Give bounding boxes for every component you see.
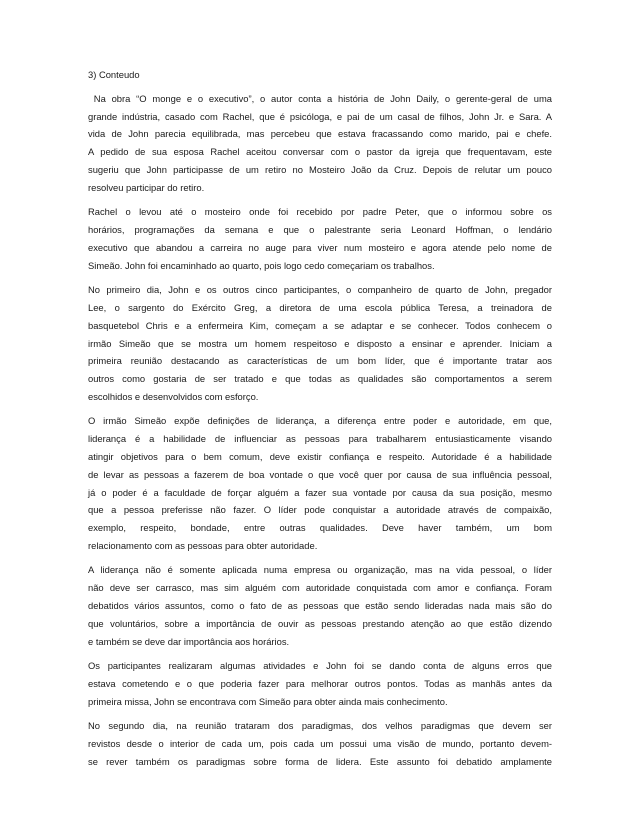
text-line: basquetebol Chris e a enfermeira Kim, começam a se adaptar e se conhecer. Todos conhecem o — [88, 319, 552, 331]
text-line: de levar as pessoas a fazerem de boa vontade o que você quer por causa de sua influência pessoal, — [88, 468, 552, 480]
text-line: resolveu participar do retiro. — [88, 181, 205, 193]
paragraph — [88, 717, 552, 770]
text-line: executivo que abandou a carreira no auge para viver num mosteiro e agora atende pelo nome de — [88, 241, 552, 253]
text-line: Rachel o levou até o mosteiro onde foi recebido por padre Peter, que o informou sobre os — [88, 206, 552, 218]
text-line: que a pessoa preferisse não fazer. O líder pode conquistar a autoridade através de compaixão, — [88, 504, 552, 516]
text-line: atingir objetivos para o bem comum, deve existir confiança e respeito. Autoridade é a habilidade — [88, 451, 552, 462]
document-page — [88, 66, 552, 777]
section-heading: 3) Conteudo — [88, 69, 140, 80]
paragraph — [88, 412, 552, 554]
text-line: Os participantes realizaram algumas atividades e John foi se dando conta de alguns erros que — [88, 660, 552, 672]
text-line: irmão Simeão que se mostra um homem respeitoso e disposto a ensinar e aprender. Iniciam a — [88, 337, 552, 349]
text-line: não deve ser carrasco, mas sim alguém com autoridade conquistada com amor e confiança. Foram — [88, 582, 552, 594]
paragraph — [88, 90, 552, 197]
text-line: Lee, o sargento do Exército Greg, a diretora de uma escola pública Teresa, a treinadora de — [88, 301, 552, 313]
text-line: primeira reunião destacando as características de um bom líder, que é importante tratar aos — [88, 355, 552, 367]
text-line: primeira missa, John se encontrava com Simeão para obter ainda mais conhecimento. — [88, 695, 448, 707]
text-line: que voluntários, sobre a importância de ouvir as pessoas prestando atenção ao que estão dizendo — [88, 617, 552, 629]
text-line: relacionamento com as pessoas para obter autoridade. — [88, 539, 318, 551]
text-line: sugeriu que John participasse de um retiro no Mosteiro João da Cruz. Depois de relutar um pouco — [88, 163, 552, 175]
text-line: Simeão. John foi encaminhado ao quarto, pois logo cedo começariam os trabalhos. — [88, 259, 435, 271]
paragraph — [88, 561, 552, 650]
paragraph — [88, 203, 552, 274]
text-line: Na obra “O monge e o executivo”, o autor conta a história de John Daily, o gerente-geral de uma — [88, 92, 552, 104]
text-line: exemplo, respeito, bondade, entre outras qualidades. Deve haver também, um bom — [88, 522, 552, 534]
text-line: vida de John parecia equilibrada, mas percebeu que estava fracassando como marido, pai e chefe. — [88, 128, 552, 140]
text-line: escolhidos e desenvolvidos com esforço. — [88, 390, 259, 402]
paragraph — [88, 281, 552, 406]
text-line: e também se deve dar importância aos horários. — [88, 635, 290, 647]
text-line: debatidos vários assuntos, como o fato de as pessoas que estão sendo lideradas nada mais são do — [88, 600, 552, 612]
text-line: A liderança não é somente aplicada numa empresa ou organização, mas na vida pessoal, o líder — [88, 564, 552, 576]
text-line: liderança é a habilidade de influenciar as pessoas para trabalharem entusiasticamente visando — [88, 433, 552, 445]
text-line: No segundo dia, na reunião trataram dos paradigmas, dos velhos paradigmas que devem ser — [88, 720, 552, 732]
text-line: No primeiro dia, John e os outros cinco participantes, o companheiro de quarto de John, pregador — [88, 284, 552, 296]
text-line: já o poder é a faculdade de forçar alguém a fazer sua vontade por causa da sua posição, mesmo — [88, 486, 552, 498]
text-line: se rever também os paradigmas sobre forma de lidera. Este assunto foi debatido amplamente — [88, 755, 552, 767]
text-line: outros como gostaria de ser tratado e que todas as qualidades são comportamentos a serem — [88, 373, 552, 385]
text-line: estava cometendo e o que poderia fazer para melhorar outros pontos. Todas as manhãs antes da — [88, 677, 552, 689]
text-line: grande indústria, casado com Rachel, que é psicóloga, e pai de um casal de filhos, John Jr. e Sara. A — [88, 110, 552, 122]
text-line: A pedido de sua esposa Rachel aceitou conversar com o pastor da igreja que frequentavam, este — [88, 146, 552, 158]
text-line: revistos desde o interior de cada um, pois cada um possui uma visão de mundo, portanto devem- — [88, 738, 552, 750]
text-line: horários, programações da semana e que o palestrante seria Leonard Hoffman, o lendário — [88, 224, 552, 236]
document-body — [88, 90, 552, 771]
text-line: O irmão Simeão expõe definições de liderança, a diferença entre poder e autoridade, em que, — [88, 415, 552, 427]
paragraph — [88, 657, 552, 710]
